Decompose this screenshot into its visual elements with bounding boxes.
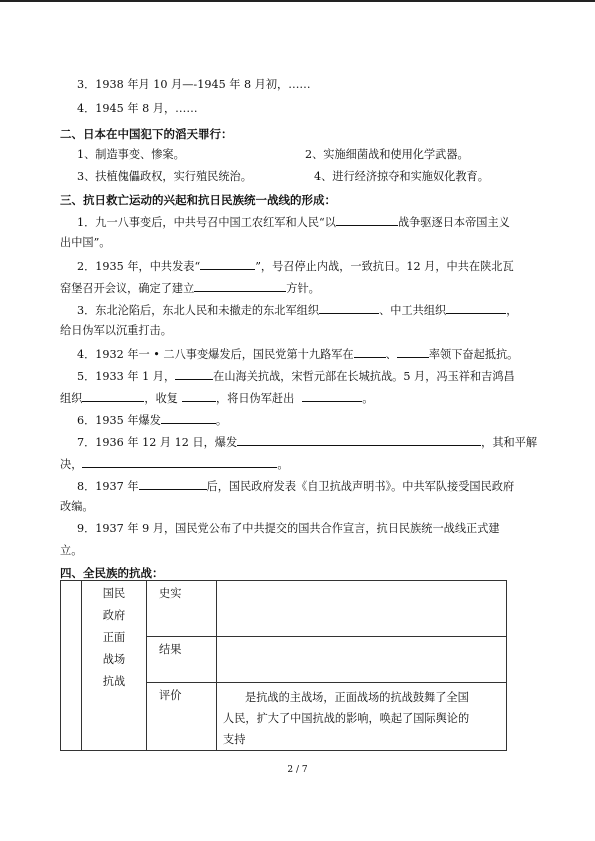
group-label-line: 战场 xyxy=(102,653,126,666)
evaluation-line: 人民，扩大了中国抗战的影响，唤起了国际舆论的 xyxy=(223,712,470,725)
q5-text-6: 。 xyxy=(362,392,374,405)
evaluation-cell xyxy=(217,683,507,751)
q5-text-2: 在山海关抗战，宋哲元部在长城抗战。5 月，冯玉祥和吉鸿昌 xyxy=(213,370,515,383)
section-2-heading: 二、日本在中国犯下的滔天罪行： xyxy=(60,127,233,141)
q3-blank-2[interactable] xyxy=(446,302,506,314)
page-number: 2 / 7 xyxy=(287,765,308,775)
q2-text-2: ”，号召停止内战，一致抗日。12 月，中共在陕北瓦 xyxy=(255,260,514,273)
question-4 xyxy=(77,346,518,362)
q5-text-3: 组织 xyxy=(60,392,83,405)
q8-text: 8．1937 年 xyxy=(77,480,139,493)
section-3-heading: 三、抗日救亡运动的兴起和抗日民族统一战线的形成： xyxy=(60,193,336,207)
question-8-line-2: 改编。 xyxy=(60,500,94,513)
question-7-line-1 xyxy=(77,434,537,450)
q5-text: 5．1933 年 1 月， xyxy=(77,370,176,383)
q3-blank-1[interactable] xyxy=(319,302,379,314)
q3-text-2: 、中工共组织 xyxy=(379,304,447,317)
question-5-line-2 xyxy=(60,390,374,406)
row-label-evaluation: 评价 xyxy=(147,683,217,751)
q6-text: 6．1935 年爆发 xyxy=(77,414,161,427)
q1-text-2: 战争驱逐日本帝国主义 xyxy=(397,216,510,229)
q5-blank-4[interactable] xyxy=(302,390,362,402)
crime-2: 2、实施细菌战和使用化学武器。 xyxy=(305,148,469,161)
q7-text-3: 决， xyxy=(60,458,83,471)
q1-blank[interactable] xyxy=(336,214,398,226)
question-2-line-2 xyxy=(60,280,320,296)
q6-blank[interactable] xyxy=(161,412,216,424)
q7-text-2: ，其和平解 xyxy=(481,436,538,449)
row-label-facts: 史实 xyxy=(147,581,217,637)
q2-blank-1[interactable] xyxy=(200,258,255,270)
evaluation-line: 是抗战的主战场，正面战场的抗战鼓舞了全国 xyxy=(245,691,469,704)
question-9-line-2: 立。 xyxy=(60,544,83,557)
question-7-line-2 xyxy=(60,456,289,472)
resistance-table xyxy=(60,580,507,751)
question-8-line-1 xyxy=(77,478,514,494)
q5-text-5: ，将日伪军赶出 xyxy=(215,392,295,405)
group-label-line: 正面 xyxy=(102,631,126,644)
q7-blank-1[interactable] xyxy=(237,434,481,446)
q8-blank[interactable] xyxy=(139,478,207,490)
row-label-result: 结果 xyxy=(147,637,217,683)
q3-text-3: ， xyxy=(506,304,518,317)
q4-text-3: 率领下奋起抵抗。 xyxy=(428,348,519,361)
q4-blank-2[interactable] xyxy=(397,346,429,358)
q2-text-4: 方针。 xyxy=(286,282,320,295)
evaluation-line: 支持 xyxy=(223,733,246,746)
crime-4: 4、进行经济掠夺和实施奴化教育。 xyxy=(314,170,489,183)
q5-blank-2[interactable] xyxy=(82,390,144,402)
table-row-facts xyxy=(61,581,507,637)
question-1-line-2: 出中国”。 xyxy=(60,236,111,249)
q4-blank-1[interactable] xyxy=(354,346,386,358)
question-5-line-1 xyxy=(77,368,515,384)
crime-1: 1、制造事变、惨案。 xyxy=(77,148,185,161)
group-label-line: 抗战 xyxy=(102,675,126,688)
timeline-item-4: 4．1945 年 8 月，…… xyxy=(77,102,198,115)
result-answer-cell[interactable] xyxy=(217,637,507,683)
section-4-heading: 四、全民族的抗战： xyxy=(60,566,164,580)
table-group-cell xyxy=(82,581,147,751)
crime-3: 3、扶植傀儡政权，实行殖民统治。 xyxy=(77,170,252,183)
q3-text: 3．东北沦陷后，东北人民和未撤走的东北军组织 xyxy=(77,304,320,317)
question-3-line-2: 给日伪军以沉重打击。 xyxy=(60,324,172,337)
group-label-line: 政府 xyxy=(102,609,126,622)
q7-text: 7．1936 年 12 月 12 日，爆发 xyxy=(77,436,238,449)
q2-text-3: 窑堡召开会议，确定了建立 xyxy=(60,282,195,295)
question-3-line-1 xyxy=(77,302,517,318)
table-blank-col xyxy=(61,581,82,751)
q2-text: 2．1935 年，中共发表“ xyxy=(77,260,201,273)
top-rule xyxy=(0,0,595,2)
facts-answer-cell[interactable] xyxy=(217,581,507,637)
q6-text-2: 。 xyxy=(215,414,228,427)
question-1-line-1 xyxy=(77,214,510,230)
q5-text-4: ，收复 xyxy=(144,392,178,405)
q2-blank-2[interactable] xyxy=(194,280,286,292)
group-label-line: 国民 xyxy=(102,587,126,600)
timeline-item-3: 3．1938 年月 10 月—-1945 年 8 月初，…… xyxy=(77,78,311,91)
q5-blank-1[interactable] xyxy=(175,368,213,380)
q7-text-4: 。 xyxy=(277,458,289,471)
q7-blank-2[interactable] xyxy=(82,456,277,468)
q8-text-2: 后，国民政府发表《自卫抗战声明书》。中共军队接受国民政府 xyxy=(206,480,515,493)
question-2-line-1 xyxy=(77,258,514,274)
q1-text: 1．九一八事变后，中共号召中国工农红军和人民“以 xyxy=(77,216,336,229)
question-9-line-1: 9．1937 年 9 月，国民党公布了中共提交的国共合作宣言，抗日民族统一战线正式建 xyxy=(77,522,500,535)
q4-text: 4．1932 年一 • 二八事变爆发后，国民党第十九路军在 xyxy=(77,348,354,361)
q4-text-2: 、 xyxy=(385,348,397,361)
question-6 xyxy=(77,412,227,428)
q5-blank-3[interactable] xyxy=(182,390,216,402)
